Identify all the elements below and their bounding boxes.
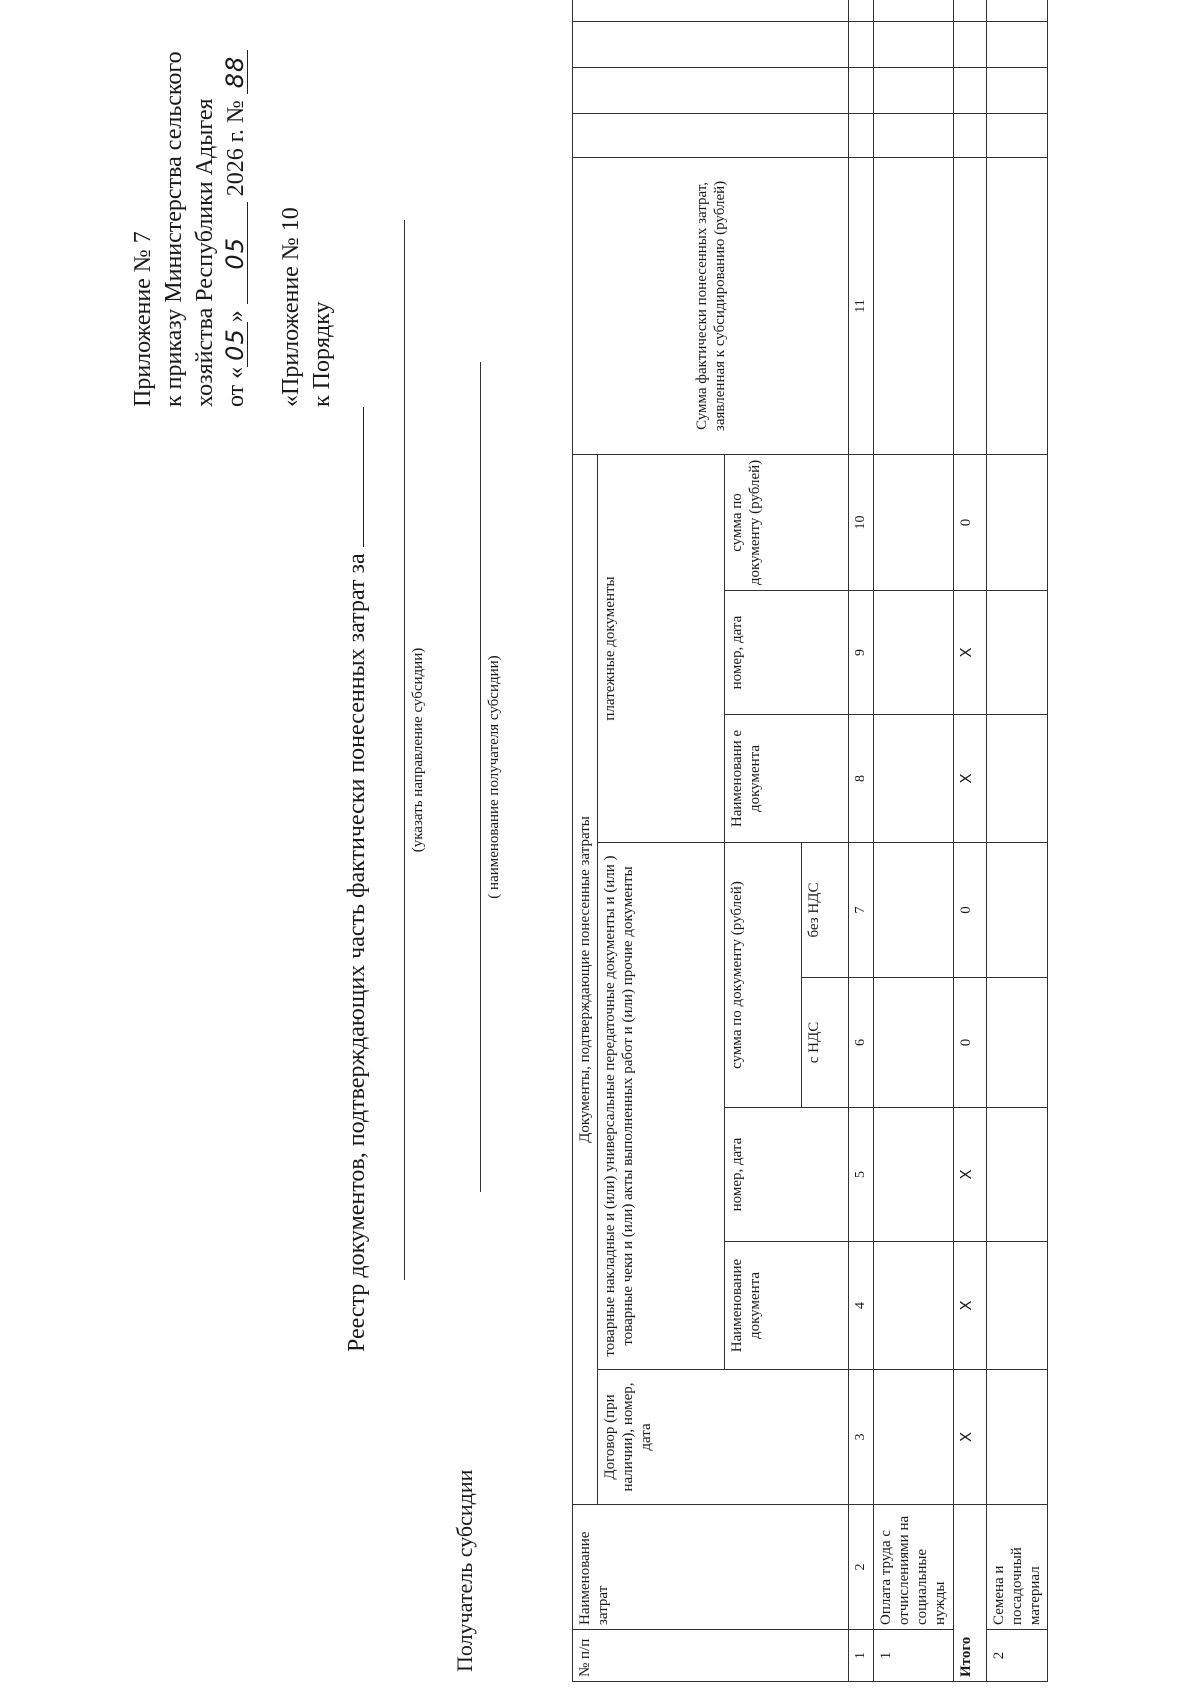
table-cell: [987, 843, 1048, 978]
table-cell: [874, 1242, 954, 1370]
blank-cell: [849, 67, 874, 113]
table-cell: [987, 1108, 1048, 1242]
col-blank: [573, 67, 849, 113]
row-number: 2: [987, 1630, 1048, 1682]
order-number-handwritten: 88: [223, 50, 248, 95]
col-header-doc-name: Наименование документа: [725, 1242, 849, 1370]
row-number: 1: [874, 1630, 954, 1682]
appendix-order-line: к приказу Министерства сельского: [161, 51, 187, 407]
total-label: Итого: [954, 1505, 987, 1682]
col-header-sum-doc: сумма по документу (рублей): [725, 843, 802, 1108]
total-cell: X: [954, 715, 987, 843]
table-cell: [987, 715, 1048, 843]
direction-blank-line: [404, 220, 405, 1280]
total-cell: X: [954, 1370, 987, 1505]
period-blank-line: [363, 407, 364, 547]
blank-cell: [874, 113, 954, 157]
recipient-label: Получатель субсидии: [452, 1469, 477, 1672]
table-cell: [987, 1242, 1048, 1370]
blank-cell: [954, 67, 987, 113]
row-expense-name: Семена и посадочный материал: [987, 1505, 1048, 1630]
table-cell: [874, 843, 954, 978]
appendix-date-line: [221, 0, 252, 407]
date-prefix: от «: [223, 366, 249, 407]
blank-cell: [987, 67, 1048, 113]
col-number: 9: [849, 591, 874, 715]
recipient-blank-line: [480, 362, 481, 1192]
blank-cell: [954, 21, 987, 67]
table-cell: [954, 157, 987, 454]
table-cell: [987, 591, 1048, 715]
col-header-pay-sum: сумма по документу (рублей): [725, 454, 849, 590]
blank-cell: [987, 113, 1048, 157]
col-header-actual-sum: Сумма фактически понесенных затрат, заявленная к субсидированию (рублей): [573, 157, 849, 454]
table-cell: [987, 157, 1048, 454]
col-number: 11: [849, 157, 874, 454]
col-header-number-date: номер, дата: [725, 1108, 849, 1242]
date-month-handwritten: 05: [223, 202, 248, 304]
expense-register-table: [572, 0, 1048, 1682]
col-header-invoices: товарные накладные и (или) универсальные передаточные документы и (или ) товарные чеки и (или) акты выполненных работ и (или) прочие документы: [598, 843, 725, 1370]
col-number: 10: [849, 454, 874, 590]
col-header-no: № п/п: [573, 1630, 849, 1682]
direction-caption: (указать направление субсидии): [410, 647, 426, 853]
col-number: 8: [849, 715, 874, 843]
col-header-name: Наименование затрат: [573, 1505, 849, 1630]
procedure-reference: к Порядку: [309, 301, 335, 407]
total-cell: X: [954, 1242, 987, 1370]
col-header-contract: Договор (при наличии), номер, дата: [598, 1370, 849, 1505]
blank-cell: [954, 0, 987, 21]
header-row-1: [573, 0, 598, 1682]
appendix-ministry-line: хозяйства Республики Адыгея: [192, 98, 218, 407]
col-header-payments: платежные документы: [598, 454, 725, 842]
total-cell: 0: [954, 454, 987, 590]
date-day-handwritten: 05: [223, 322, 248, 367]
blank-cell: [987, 21, 1048, 67]
col-number: 7: [849, 843, 874, 978]
table-cell: [874, 715, 954, 843]
blank-cell: [874, 21, 954, 67]
table-cell: [987, 1370, 1048, 1505]
table-cell: [874, 157, 954, 454]
blank-cell: [987, 0, 1048, 21]
procedure-appendix-title: «Приложение № 10: [278, 207, 304, 407]
page-title-text: Реестр документов, подтверждающих часть фактически понесенных затрат за: [344, 553, 370, 1352]
col-header-without-vat: без НДС: [802, 843, 849, 978]
appendix-header: [128, 0, 338, 407]
total-cell: X: [954, 591, 987, 715]
col-header-with-vat: с НДС: [802, 978, 849, 1108]
col-header-pay-number-date: номер, дата: [725, 591, 849, 715]
total-cell: 0: [954, 843, 987, 978]
table-row: [987, 0, 1048, 1682]
total-cell: X: [954, 1108, 987, 1242]
blank-cell: [954, 113, 987, 157]
row-expense-name: Оплата труда с отчислениями на социальные нужды: [874, 1505, 954, 1630]
table-cell: [874, 978, 954, 1108]
col-blank: [573, 21, 849, 67]
page-title: [342, 272, 372, 1352]
col-number: 1: [849, 1630, 874, 1682]
col-number: 4: [849, 1242, 874, 1370]
date-year: 2026 г. №: [223, 100, 249, 197]
col-number: 6: [849, 978, 874, 1108]
col-header-pay-doc-name: Наименовани е документа: [725, 715, 849, 843]
table-cell: [987, 978, 1048, 1108]
appendix-title: Приложение № 7: [130, 231, 156, 407]
table-cell: [874, 1370, 954, 1505]
table-cell: [874, 591, 954, 715]
blank-cell: [849, 21, 874, 67]
blank-cell: [874, 67, 954, 113]
col-number: 5: [849, 1108, 874, 1242]
table-row: [874, 0, 954, 1682]
blank-cell: [849, 0, 874, 21]
table-cell: [874, 454, 954, 590]
col-header-documents: Документы, подтверждающие понесенные затраты: [573, 454, 598, 1504]
col-blank: [573, 113, 849, 157]
col-number: 3: [849, 1370, 874, 1505]
blank-cell: [874, 0, 954, 21]
total-row: [954, 0, 987, 1682]
total-cell: 0: [954, 978, 987, 1108]
blank-cell: [849, 113, 874, 157]
col-blank: [573, 0, 849, 21]
date-separator: »: [223, 310, 249, 323]
col-number: 2: [849, 1505, 874, 1630]
table-cell: [987, 454, 1048, 590]
column-number-row: [849, 0, 874, 1682]
table-cell: [874, 1108, 954, 1242]
recipient-caption: ( наименование получателя субсидии): [486, 655, 502, 899]
